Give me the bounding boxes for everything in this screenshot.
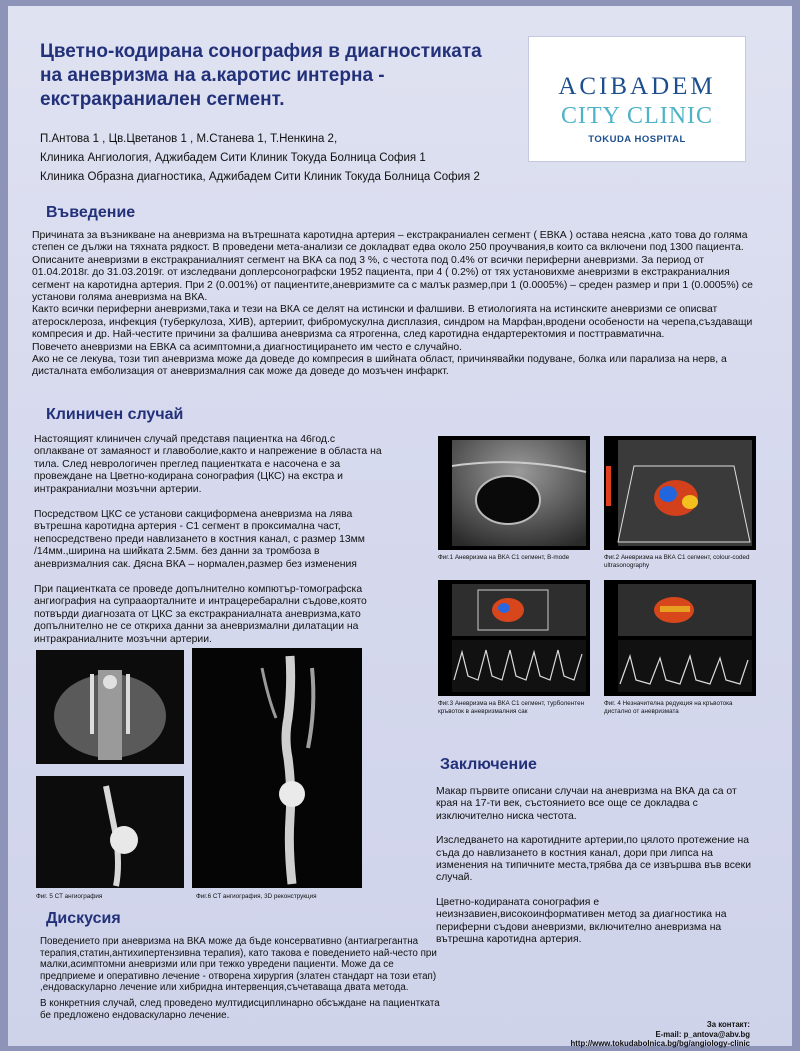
hospital-logo [528,36,746,162]
contact-url[interactable]: http://www.tokudabolnica.bg/bg/angiology-clinic [570,1039,750,1049]
intro-text [32,230,756,379]
figure-5-caption: Фиг. 5 CT ангиография [36,893,103,900]
ct-angiography-image [36,650,184,764]
conclusion-heading: Заключение [440,756,537,773]
contact-label: За контакт: [706,1020,750,1029]
logo-hospital: TOKUDA HOSPITAL [588,134,686,145]
discussion-text [40,936,442,1021]
conclusion-paragraph: Цветно-кодираната сонография е неизнзавиен,високоинформативен метод за диагностика на периферни съдови аневризми, включително аневризма на вътрешна каротидна артерия. [436,896,727,946]
authors-block [40,130,520,187]
figure-2-colour [604,436,756,550]
intro-heading: Въведение [46,204,136,221]
intro-paragraph: Причината за възникване на аневризма на вътрешната каротидна артерия – екстракраниален сегмент ( ЕВКА ) остава неясна ,като това до голяма степен се дължи на тяхната рядкост. В проведени мета-анализи се докладват едва около 250 проучвания,в които са включени под 1300 пациента. Описаните аневризми в екстракраниалният сегмент на ВКА са под 3 %, с честота под 0.4% от всички периферни аневризми. За период от 01.04.2018г. до 31.03.2019г. от изследвани доплерсонографски 1952 пациента, при 4 ( 0.2%) от тях установихме аневризми в екстракраниалния сегмент на каротидна артерия. При 2 (0.001%) от пациентите,аневризмите са с малък размер,при 1 (0.0005%) – средeн размер и при 1 (0.0005%) се установи голяма аневризма на ВКА. [32,230,753,304]
discussion-paragraph: В конкретния случай, след проведено мултидисциплинарно обсъждане на пациентката бе предложено ендоваскуларно лечение. [40,997,440,1021]
case-paragraph: Настоящият клиничен случай представя пациентка на 46год.с оплакване от замаяност и главоболие,както и напрежение в областа на тила. След неврологичен преглед пациентката е насочена е за провеждане на Цветно-кодирана сонография (ЦКС) на екстра и интракраниални мозъчни артерии. [34,434,382,495]
intro-paragraph: Както всички периферни аневризми,така и тези на ВКА се делят на истински и фалшиви. В етиологията на истинските аневризми се описват атеросклероза, инфекция (туберкулоза, ХИВ), артериит, фибромускулна дисплазия, синдром на Марфан,вродени особености на черепа,създаващи компресия и др. Най-честите причини за фалшива аневризма са ятрогенна, след каротидна ендартеректомия и посттравматична. [32,304,753,341]
figure-5-ct-sagittal [36,776,184,888]
affiliation-1: Клиника Ангиология, Аджибадем Сити Клиник Токуда Болница София 1 [40,152,426,164]
intro-paragraph: Ако не се лекува, този тип аневризма може да доведе до компресия в шийната област, причинявайки подуване, болка или парализа на нерв, а дисталната емболизация от аневризмалния сак може да доведе до мозъчен инфаркт. [32,354,727,378]
figure-6-caption: Фиг.6 CT ангиография, 3D реконструкция [196,893,317,900]
ct-3d-reconstruction-image [192,648,362,888]
figure-4-doppler [604,580,756,696]
figure-4-caption: Фиг. 4 Незначителна редукция на кръвотока дистално от аневризмата [604,700,733,715]
contact-email[interactable]: E-mail: p_antova@abv.bg [655,1029,750,1039]
authors-line: П.Антова 1 , Цв.Цветанов 1 , М.Станева 1, Т.Ненкина 2, [40,133,338,145]
figure-5-ct-coronal [36,650,184,764]
conclusion-paragraph: Изследването на каротидните артерии,по цялото протежение на съда до навлизането в костния канал, дори при липса на изменения на типичните места,трябва да се извършва във всеки случай. [436,835,752,884]
ultrasound-bmode-image [438,436,590,550]
discussion-paragraph: Поведението при аневризма на ВКА може да бъде консервативно (антиагрегантна терапия,статин,антихипертензивна терапия), като такова е поведението най-често при малки,асимптомни аневризми или при тежко увредени пациенти. Може да се предприеме и оперативно лечение - отворена хирургия (златен стандарт на този етап) ,ендоваскуларно лечение или хибридна интервенция,съчетаваща двата метода. [40,936,437,994]
figure-2-caption: Фиг.2 Аневризма на ВКА С1 сегмент, colour-coded ultrasonography [604,554,750,569]
logo-brand: ACIBADEM [558,73,716,100]
doppler-flow-reduction-image [604,580,756,696]
figure-6-ct-3d [192,648,362,888]
conclusion-paragraph: Макар първите описани случаи на аневризма на ВКА да са от края на 17-ти век, състоянието все още се докладва с изключително ниска честота. [436,786,737,822]
ultrasound-colour-image [604,436,756,550]
affiliation-2: Клиника Образна диагностика, Аджибадем Сити Клиник Токуда Болница София 2 [40,171,480,183]
case-text [34,434,386,646]
intro-paragraph: Повечето аневризми на ЕВКА са асимптомни,а диагностицирането им често е случайно. [32,341,462,353]
figure-1-bmode [438,436,590,550]
figure-3-doppler [438,580,590,696]
case-paragraph: Посредством ЦКС се установи сакциформена аневризма на лява вътрешна каротидна артерия - С1 сегмент в проксимална част, непосредствено преди навлизането в костния канал, с размер 13мм /14мм.,ширина на шийката 2.5мм. без данни за тромбоза в аневризмалния сак. Дясна ВКА – нормален,размер без изменения [34,509,365,570]
figure-1-caption: Фиг.1 Аневризма на ВКА С1 сегмент, B-mode [438,554,570,561]
doppler-turbulent-image [438,580,590,696]
poster-title: Цветно-кодирана сонография в диагностиката на аневризма на а.каротис интерна - екстракраниален сегмент. [40,41,482,110]
conclusion-text [436,786,756,946]
case-heading: Клиничен случай [46,406,184,423]
logo-sub: CITY CLINIC [560,103,714,129]
figure-3-caption: Фиг.3 Аневризма на ВКА С1 сегмент, турболентен кръвоток в аневризмалния сак [438,700,585,715]
discussion-heading: Дискусия [46,910,121,927]
ct-angiography-sagittal-image [36,776,184,888]
case-paragraph: При пациентката се проведе допълнително компютър-томографска ангиография на супрааорталните и интрацеребарални съдове,която потвърди диагнозата от ЦКС за екстракраниалната аневризма,като допълнително не се откриха данни за аневризмални дилатации на интракраниалните мозъчни артерии. [34,584,367,645]
contact-block [540,1020,750,1049]
